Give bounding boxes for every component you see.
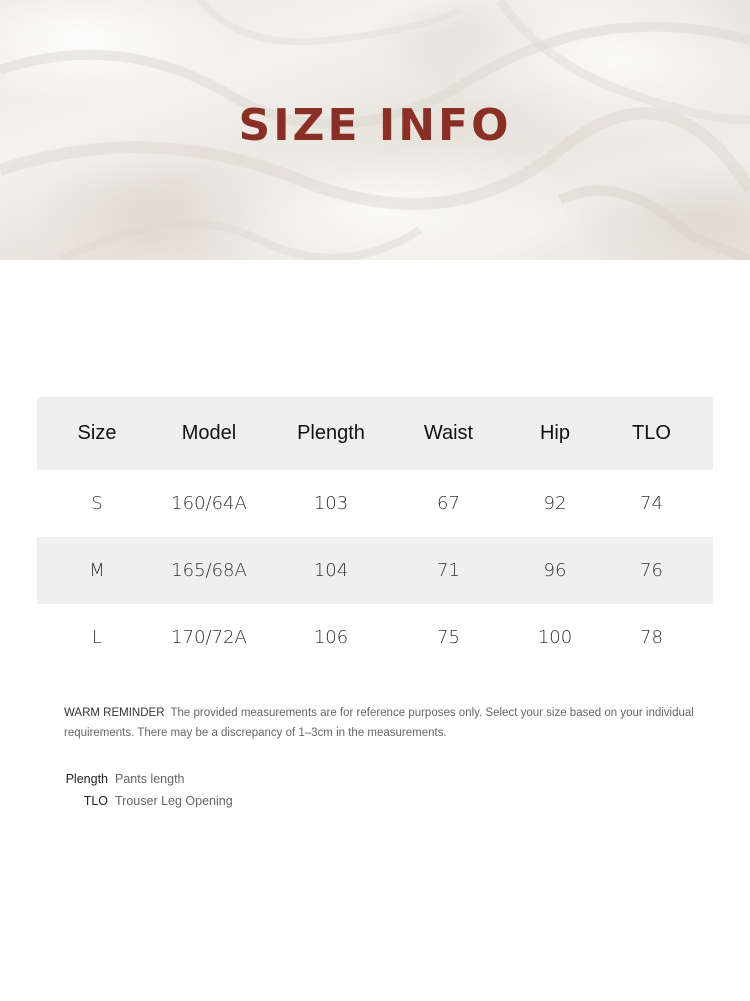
cell-waist: 71 [437, 560, 460, 581]
cell-size: L [91, 627, 103, 648]
cell-hip: 100 [537, 627, 573, 648]
legend-key: Plength [65, 772, 108, 786]
cell-model: 170/72A [171, 627, 247, 648]
table-header-row [37, 397, 713, 470]
cell-plength: 106 [313, 627, 349, 648]
abbreviation-legend [64, 768, 233, 812]
table-row [37, 604, 713, 671]
cell-hip: 96 [543, 560, 567, 581]
table-row [37, 470, 713, 537]
warm-reminder-text: The provided measurements are for reference purposes only. Select your size based on your individual requirements. There may be a discrepancy of 1–3cm in the measurements. [64, 707, 694, 739]
fabric-banner [0, 0, 750, 260]
legend-key: TLO [83, 794, 108, 808]
cell-size: M [89, 560, 105, 581]
cell-waist: 67 [437, 493, 460, 514]
cell-hip: 92 [543, 493, 567, 514]
column-header-model: Model [181, 422, 237, 444]
page-title: SIZE INFO [238, 100, 512, 151]
column-header-plength: Plength [297, 422, 365, 444]
column-header-waist: Waist [423, 422, 474, 444]
size-table [37, 397, 713, 671]
cell-tlo: 76 [640, 560, 663, 581]
table-row [37, 537, 713, 604]
legend-value: Pants length [115, 772, 185, 786]
cell-waist: 75 [437, 627, 460, 648]
cell-tlo: 74 [640, 493, 663, 514]
cell-size: S [91, 493, 103, 514]
cell-plength: 103 [313, 493, 349, 514]
warm-reminder-label: WARM REMINDER [64, 707, 165, 719]
column-header-tlo: TLO [632, 422, 671, 444]
legend-item [64, 768, 233, 790]
legend-value: Trouser Leg Opening [115, 794, 233, 808]
column-header-hip: Hip [539, 422, 570, 444]
legend-item [64, 790, 233, 812]
cell-plength: 104 [313, 560, 349, 581]
cell-model: 160/64A [171, 493, 247, 514]
column-header-size: Size [77, 422, 117, 444]
warm-reminder [64, 703, 694, 743]
cell-tlo: 78 [640, 627, 663, 648]
cell-model: 165/68A [171, 560, 247, 581]
